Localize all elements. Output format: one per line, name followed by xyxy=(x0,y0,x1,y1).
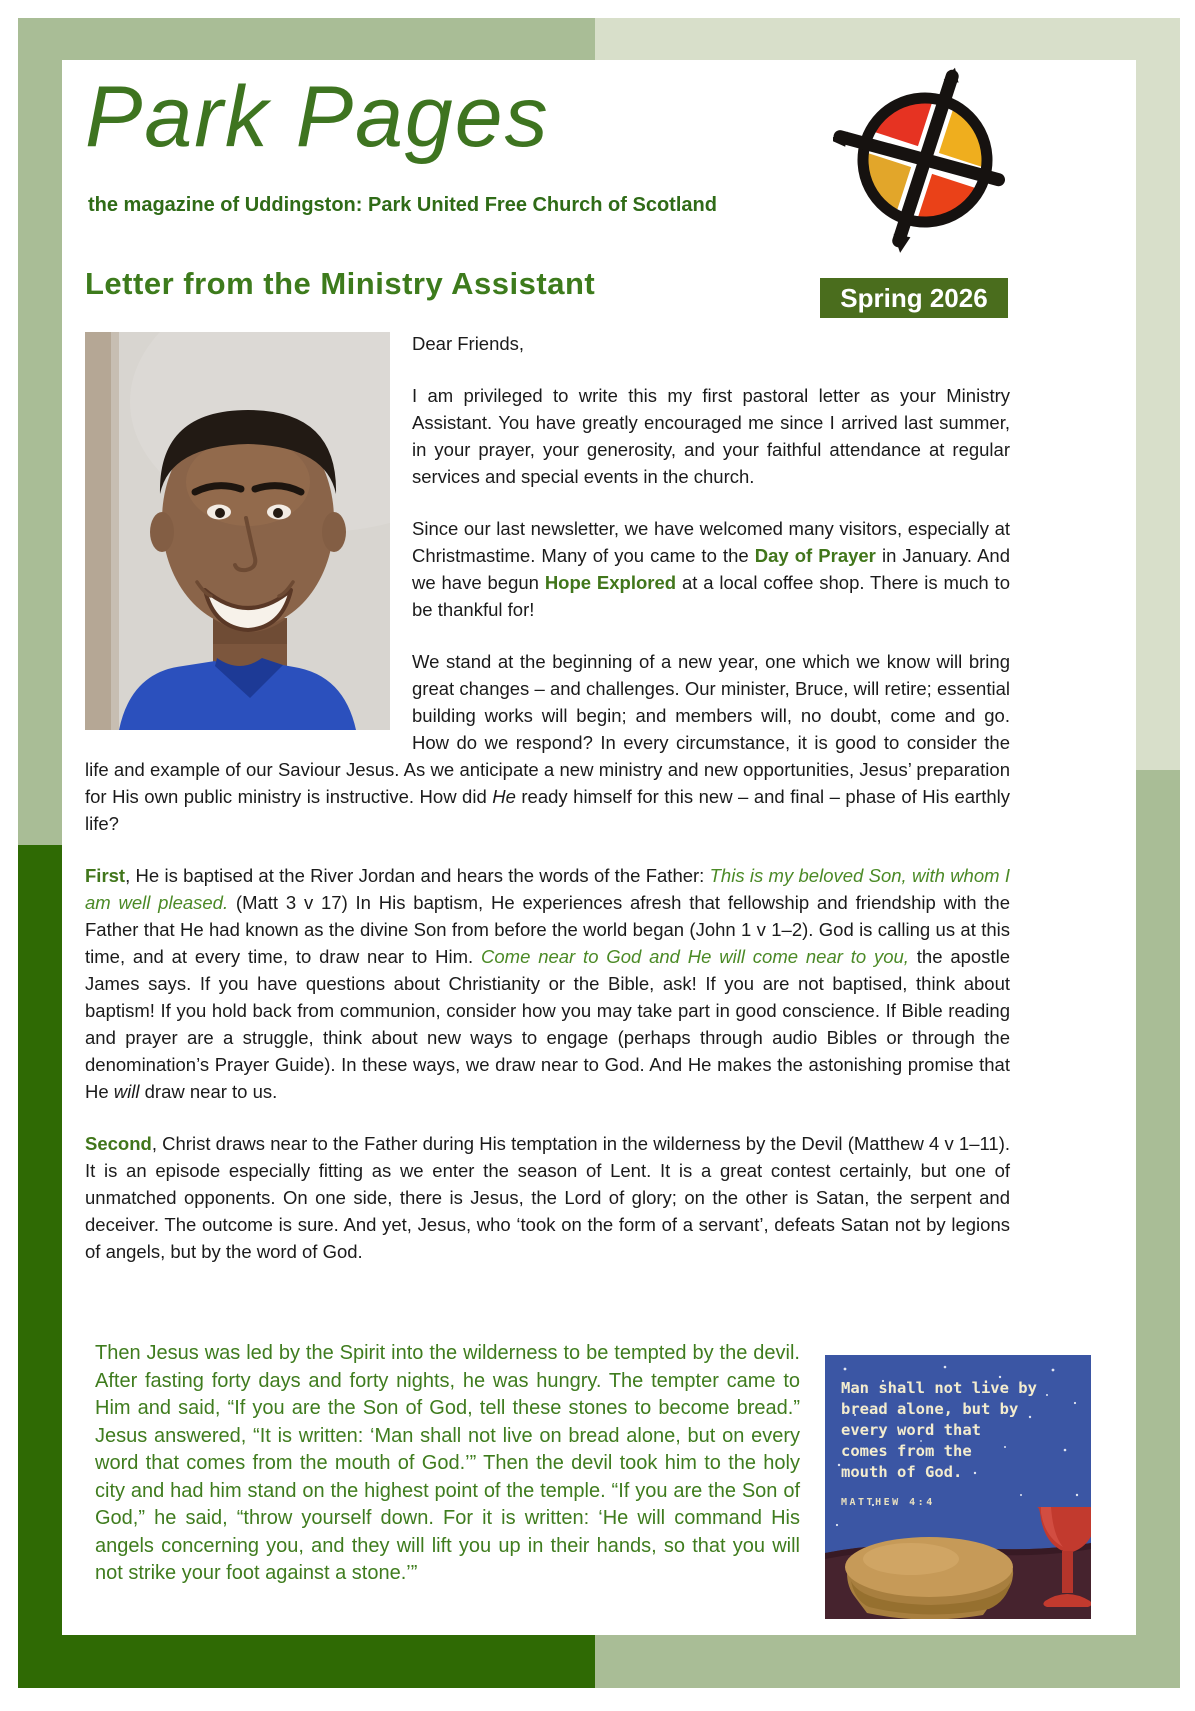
magazine-subtitle: the magazine of Uddingston: Park United Free Church of Scotland xyxy=(88,194,717,216)
text-segment: , He is baptised at the River Jordan and hears the words of the Father: xyxy=(125,865,710,886)
text-segment: (Matt 3 v 17) In His baptism, He experiences afresh that fellowship and friendship with the Father that He had known as the divine Son from before the world began (John 1 v 1–2). God is calling us at this time, and at every time, to draw near to Him. xyxy=(85,892,1010,967)
verse-line: mouth of God. xyxy=(841,1463,963,1481)
text-segment: We stand at the beginning of a new year, one which we know will bring great changes – and challenges. Our minister, Bruce, will retire; essential building works will begin; and members will, no doubt, come and go. How do we respond? In every circumstance, it is good to consider the life and example of our Saviour Jesus. As we anticipate a new ministry and new opportunities, Jesus’ preparation for His own public ministry is instructive. How did xyxy=(85,651,1010,807)
article-heading: Letter from the Ministry Assistant xyxy=(85,266,596,301)
text-segment: Second xyxy=(85,1133,152,1154)
text-segment: ready himself for this new – and final – phase of His earthly life? xyxy=(85,786,1010,834)
article-paragraph xyxy=(85,862,1010,1105)
text-segment: I am privileged to write this my first pastoral letter as your Ministry Assistant. You have greatly encouraged me since I arrived last summer, in your prayer, your generosity, and your faithful attendance at regular services and special events in the church. xyxy=(412,385,1010,487)
bottom-band-left xyxy=(62,1635,595,1688)
text-segment: Hope Explored xyxy=(544,572,677,593)
verse-line: every word that xyxy=(841,1421,981,1439)
text-segment: draw near to us. xyxy=(139,1081,278,1102)
right-strip-top xyxy=(1136,60,1180,770)
issue-badge xyxy=(820,278,1008,318)
issue-badge-label: Spring 2026 xyxy=(840,282,988,313)
bread-icon xyxy=(845,1537,1013,1619)
text-segment: This is my beloved Son, with whom I am well pleased. xyxy=(85,865,1010,913)
text-segment: Since our last newsletter, we have welcomed many visitors, especially at Christmastime. Many of you came to the xyxy=(412,518,1010,566)
article-paragraph xyxy=(85,1130,1010,1265)
text-segment: at a local coffee shop. There is much to be thankful for! xyxy=(412,572,1010,620)
verse-line: comes from the xyxy=(841,1442,972,1460)
verse-reference: MATTHEW 4:4 xyxy=(841,1497,935,1508)
top-band-right xyxy=(595,18,1180,60)
ministry-assistant-photo xyxy=(85,332,390,730)
church-cross-logo-icon xyxy=(833,64,1019,256)
article-body xyxy=(85,330,1010,1290)
scripture-section xyxy=(85,1340,1105,1619)
text-segment: Day of Prayer xyxy=(754,545,876,566)
scripture-quote-text: Then Jesus was led by the Spirit into the wilderness to be tempted by the devil. After fasting forty days and forty nights, he was hungry. The tempter came to Him and said, “If you are the Son of God, tell these stones to become bread.” Jesus answered, “It is written: ‘Man shall not live on bread alone, but on every word that comes from the mouth of God.’” Then the devil took him to the holy city and had him stand on the highest point of the temple. “If you are the Son of God,” he said, “throw yourself down. For it is written: ‘He will command His angels concerning you, and they will lift you up in their hands, so that you will not strike your foot against a stone.’” xyxy=(95,1342,800,1584)
top-band-left xyxy=(18,18,595,60)
text-segment: First xyxy=(85,865,126,886)
magazine-title: Park Pages xyxy=(85,69,550,165)
bottom-band-right xyxy=(595,1635,1136,1688)
left-strip-bottom xyxy=(18,845,62,1688)
verse-line: bread alone, but by xyxy=(841,1400,1019,1418)
left-strip-top xyxy=(18,60,62,845)
text-segment: He xyxy=(492,786,516,807)
text-segment: Dear Friends, xyxy=(412,333,525,354)
matthew-4-4-verse-image xyxy=(825,1355,1091,1619)
text-segment: will xyxy=(113,1081,140,1102)
text-segment: Come near to God and He will come near to you, xyxy=(481,946,909,967)
text-segment: , Christ draws near to the Father during His temptation in the wilderness by the Devil (Matthew 4 v 1–11). It is an episode especially fitting as we enter the season of Lent. It is a great contest certainly, but one of unmatched opponents. On one side, there is Jesus, the Lord of glory; on the other is Satan, the serpent and deceiver. The outcome is sure. And yet, Jesus, who ‘took on the form of a servant’, defeats Satan not by legions of angels, but by the word of God. xyxy=(85,1133,1010,1262)
text-segment: the apostle James says. If you have questions about Christianity or the Bible, ask! If you are not baptised, think about baptism! If you hold back from communion, consider how you may take part in good conscience. If Bible reading and prayer are a struggle, think about new ways to engage (perhaps through audio Bibles or through the denomination’s Prayer Guide). In these ways, we draw near to God. And He makes the astonishing promise that He xyxy=(85,946,1010,1102)
verse-line: Man shall not live by xyxy=(841,1379,1037,1397)
text-segment: in January. And we have begun xyxy=(412,545,1010,593)
right-strip-bottom xyxy=(1136,770,1180,1688)
